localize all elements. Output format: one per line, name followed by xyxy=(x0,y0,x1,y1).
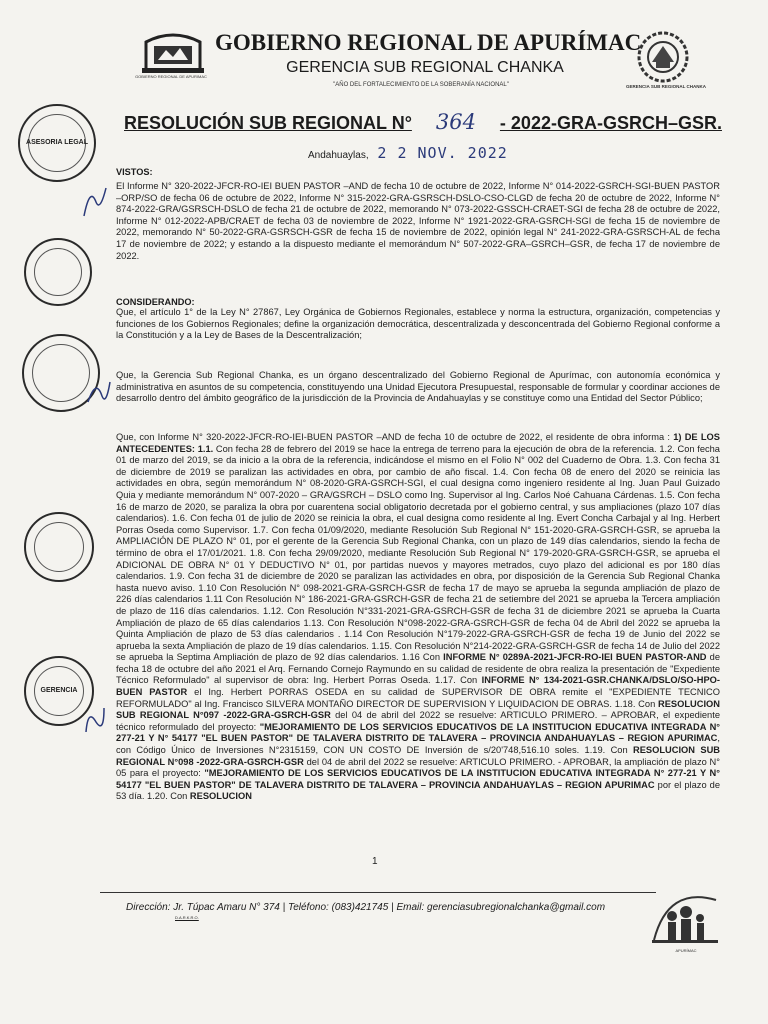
signature-initial xyxy=(80,182,110,222)
government-title: GOBIERNO REGIONAL DE APURÍMAC xyxy=(215,30,642,55)
left-logo-caption: GOBIERNO REGIONAL DE APURIMAC xyxy=(135,74,207,79)
regional-government-logo xyxy=(140,30,206,74)
footer-code: D.A.R.K.R.O. xyxy=(175,915,199,920)
footer-contact: Dirección: Jr. Túpac Amaru N° 374 | Teléfono: (083)421745 | Email: gerenciasubregionalchanka@gmail.com xyxy=(126,902,606,913)
signature-initial xyxy=(80,700,110,740)
place-date xyxy=(308,144,708,162)
vistos-paragraph: El Informe N° 320-2022-JFCR-RO-IEI BUEN PASTOR –AND de fecha 10 de octubre de 2022, Informe N° 014-2022-GSRCH-SGI-BUEN PASTOR –ORP/SO de fecha 06 de octubre de 2022, Informe N° 315-2022-GRA-GSRSCH-DSLO-CSO-CLGD de fecha 20 de octubre de 2022, Informe N° 874-2022-GRA/GSRSCH-DSLO de fecha 21 de octubre de 2022, memorando N° 073-2022-GSSCH-CRAET-SGI de fecha 28 de octubre de 2022, Informe N° 012-2022-APB/CRAET de fecha 03 de noviembre de 2022, Informe N° 1921-2022-GRA-GSRCH-SGI de fecha 15 de noviembre de 2022, memorando N° 50-2022-GRA-GSRSCH-GSR de fecha 15 de noviembre de 2022, opinión legal N° 241-2022-GRA-GSRSCH-AL de fecha 17 de noviembre de 2022; y estando a la dispuesto mediante el memorándum N° 507-2022-GRA–GSRCH–GSR, de fecha 17 de noviembre de 2022. xyxy=(116,181,720,261)
bottom-logo-caption: APURÍMAC xyxy=(675,948,697,953)
management-subtitle: GERENCIA SUB REGIONAL CHANKA xyxy=(286,59,564,76)
stamped-date: 2 2 NOV. 2022 xyxy=(377,144,508,162)
resolution-prefix: RESOLUCIÓN SUB REGIONAL N° xyxy=(124,113,412,133)
considerando-paragraph-3: Que, con Informe N° 320-2022-JFCR-RO-IEI-BUEN PASTOR –AND de fecha 10 de octubre de 2022, el residente de obra informa : 1) DE LOS ANTECEDENTES: 1.1. Con fecha 28 de febrero del 2019 se hace la entrega de terreno para la ejecución de obra de la referencia. 1.2. Con fecha 01 de marzo del 2019, se da inicio a la obra de la referencia, indicándose el mismo en el Folio N° 002 del Cuaderno de Obra. 1.3. Con fecha 31 de diciembre de 2019 se paralizan las actividades en obra, por cambio de año fiscal. 1.4. Con fecha 08 de enero del 2020 se reinicia las actividades en obra, según memorándum N° 08-2020-GRA-GSRCH-SGI, el cual designa como ingeniero residente al Ing. Juan Paul Guizado Quia y mediante memorándum N° 007-2020 – GRA/GSRCH – DSLO como Ing. Supervisor al Ing. Carlos Noé Cahuana Cárdenas. 1.5. Con fecha 16 de marzo de 2020, se paraliza la obra por cuarentena social obligatorio decretada por el gobierno central, y sus ampliaciones (plazo 107 días calendarios). 1.6. Con fecha 01 de julio de 2020 se reinicia la obra, el cual designa como residente al Ing. Evert Concha Carbajal y al Ing. Herbert Porras Oseda como Supervisor. 1.7. Con fecha 01/09/2020, mediante Resolución Sub Regional N° 151-2020-GRA-GSRCH-GSR, se aprueba la AMPLIACIÓN DE PLAZO N° 01, por el gerente de la Gerencia Sub Regional Chanka, con un plazo de 149 días calendarios, siendo la fecha de término de obra el 17/01/2021. 1.8. Con fecha 29/09/2020, mediante Resolución Sub Regional N° 179-2020-GRA-GSRCH-GSR, se aprueba el ADICIONAL DE OBRA N° 01 Y DEDUCTIVO N° 01, por partidas nuevos y mayores metrados, cuyo plazo del adicional es por 180 días calendarios. 1.9. Con fecha 31 de diciembre de 2020 se paralizan las actividades en obra, por disposición de la Gerencia Sub Regional Chanka hasta nuevo aviso. 1.10 Con Resolución N° 098-2021-GRA-GSRCH-GSR de fecha 17 de mayo se aprueba la segunda ampliación de plazo de 226 días calendarios 1.11 Con Resolución N° 186-2021-GRA-GSRCH-GSR de fecha 21 de setiembre del 2021 se aprueba la Tercera ampliación de plazo de 116 días calendarios. 1.12. Con Resolución N°331-2021-GRA-GSRCH-GSR de fecha 31 de diciembre 2021 se aprueba la Cuarta Ampliación de plazo de 65 días calendarios 1.13. Con Resolución N°098-2022-GRA-GSRCH-GSR de fecha 04 de Abril del 2022 se aprueba la Quinta Ampliación de plazo de 53 días calendarios . 1.14 Con Resolución N°179-2022-GRA-GSRCH-GSR de fecha 19 de Junio del 2022 se aprueba la sexta Ampliación de plazo de 19 días calendarios. 1.15. Con Resolución N°214-2022-GRA-GSRCH-GSR de fecha 14 de Julio del 2022 se aprueba la Septima Ampliación de plazo de 92 días calendarios. 1.16 Con INFORME N° 0289A-2021-JFCR-RO-IEI BUEN PASTOR-AND de fecha 18 de octubre del año 2021 el Arq. Fernando Cornejo Raymundo en su calidad de residente de obra realiza la presentación de "Expediente Técnico Reformulado" al supervisor de obra: Ing. Herbert Porras Oseda. 1.17. Con INFORME N° 134-2021-GSR.CHANKA/DSLO/SO-HPO-BUEN PASTOR el Ing. Herbert PORRAS OSEDA en su calidad de SUPERVISOR DE OBRA remite el "EXPEDIENTE TECNICO REFORMULADO" al Ing. Francisco SILVERA MONTAÑO DIRECTOR DE SUPERVISION Y LIQUIDACION DE OBRAS. 1.18. Con RESOLUCION SUB REGIONAL N°097 -2022-GRA-GSRCH-GSR del 04 de abril del 2022 se resuelve: ARTICULO PRIMERO. – APROBAR, el expediente técnico reformulado del proyecto: "MEJORAMIENTO DE LOS SERVICIOS EDUCATIVOS DE LA INSTITUCION EDUCATIVA INTEGRADA N° 277-21 Y N° 54177 "EL BUEN PASTOR" DE TALAVERA DISTRITO DE TALAVERA – PROVINCIA ANDAHUAYLAS – REGION APURIMAC, con Código Único de Inversiones N°2315159, CON UN COSTO DE Inversión de s/20'748,516.10 soles. 1.19. Con RESOLUCION SUB REGIONAL N°098 -2022-GRA-GSRCH-GSR del 04 de abril del 2022 se resuelve: ARTICULO PRIMERO. - APROBAR, la ampliación de plazo N° 05 para el proyecto: "MEJORAMIENTO DE LOS SERVICIOS EDUCATIVOS DE LA INSTITUCION EDUCATIVA INTEGRADA N° 277-21 Y N° 54177 "EL BUEN PASTOR" DE TALAVERA DISTRITO DE TALAVERA – PROVINCIA ANDAHUAYLAS – REGION APURIMAC por el plazo de 53 día. 1.20. Con RESOLUCION xyxy=(116,432,720,802)
administration-seal-stamp xyxy=(24,512,94,582)
resolution-number: 364 xyxy=(435,110,476,134)
apurimac-people-logo xyxy=(648,878,722,952)
resolution-suffix: - 2022-GRA-GSRCH–GSR. xyxy=(499,113,722,133)
right-logo-caption: GERENCIA SUB REGIONAL CHANKA xyxy=(625,84,706,89)
sub-regional-chanka-logo xyxy=(632,30,694,84)
considerando-heading: CONSIDERANDO: xyxy=(116,297,195,307)
considerando-paragraph-1: Que, el artículo 1° de la Ley N° 27867, Ley Orgánica de Gobiernos Regionales, establece y norma la estructura, organización, competencias y funciones de los Gobiernos Regionales; define la organización democrática, descentralizada y desconcentrada del Gobierno Regional conforme a la Constitución y a la Ley de Bases de la Descentralización; xyxy=(116,307,720,341)
official-seal-stamp xyxy=(24,238,92,306)
resolution-title xyxy=(124,110,722,134)
stamp-label: ASESORIA LEGAL xyxy=(26,138,88,146)
page-number: 1 xyxy=(372,856,378,867)
stamp-label: GERENCIA xyxy=(40,687,78,695)
year-motto: "AÑO DEL FORTALECIMIENTO DE LA SOBERANÍA NACIONAL" xyxy=(333,82,509,88)
vistos-heading: VISTOS: xyxy=(116,167,153,177)
place-name: Andahuaylas, xyxy=(308,150,369,161)
considerando-paragraph-2: Que, la Gerencia Sub Regional Chanka, es un órgano descentralizado del Gobierno Regional de Apurímac, con autonomía económica y administrativa en asuntos de su competencia, constituyendo una Unidad Ejecutora Presupuestal, responsable de formular y coordinar acciones de desarrollo dentro del ámbito geográfico de la jurisdicción de la Provincia de Andahuaylas y se constituye como una Entidad del Sector Público; xyxy=(116,370,720,404)
signature-initial xyxy=(84,372,114,412)
footer-divider xyxy=(100,892,656,893)
legal-advisory-stamp xyxy=(18,104,96,182)
